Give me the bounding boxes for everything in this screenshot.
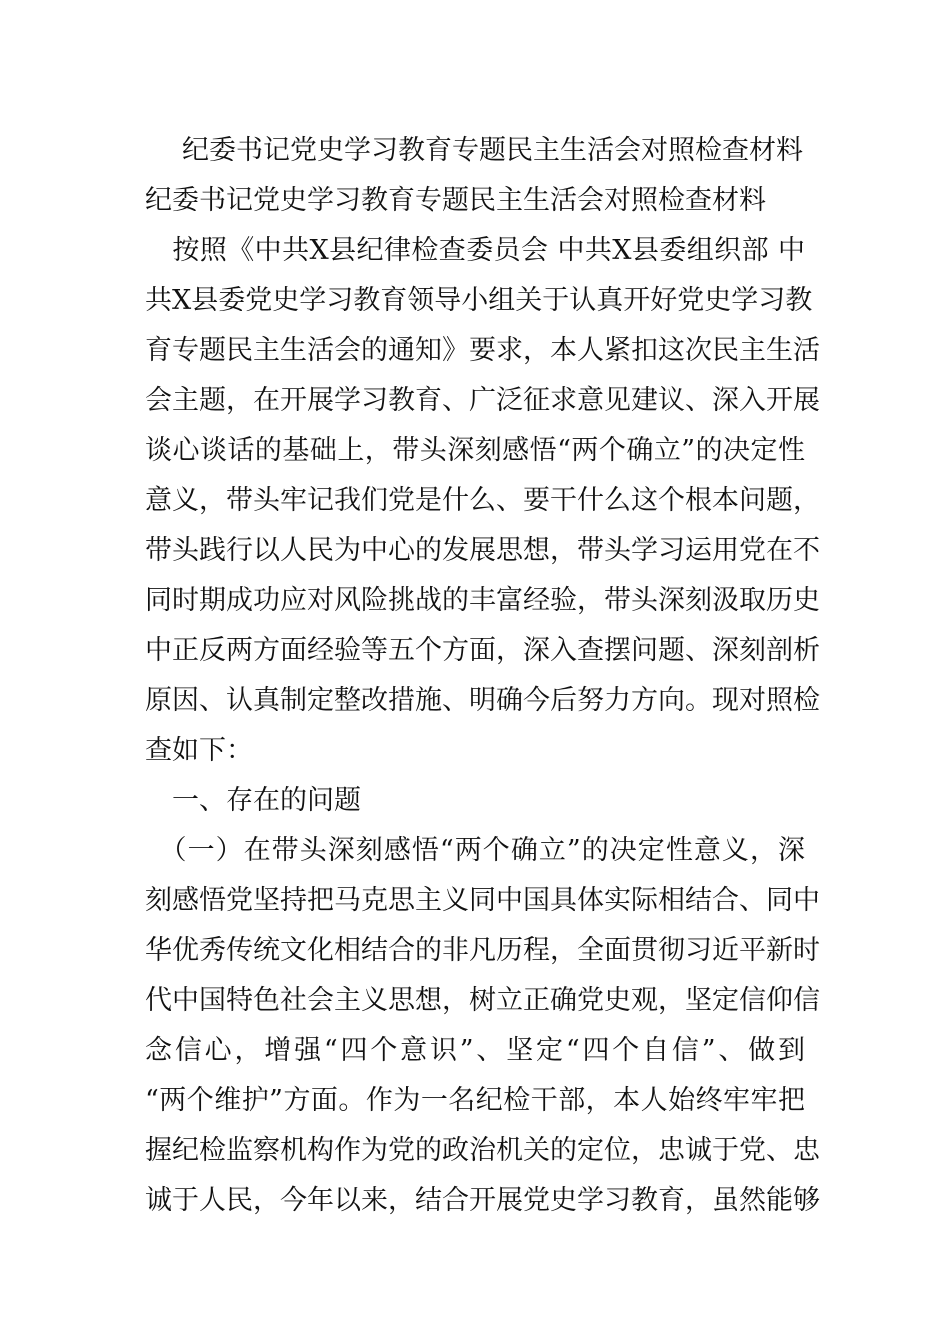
section-line: （一）在带头深刻感悟“两个确立”的决定性意义，深 <box>145 835 805 866</box>
intro-line: 查如下： <box>145 735 253 766</box>
section-line: 刻感悟党坚持把马克思主义同中国具体实际相结合、同中 <box>145 885 820 916</box>
document-title: 纪委书记党史学习教育专题民主生活会对照检查材料 <box>182 135 803 166</box>
intro-line: 带头践行以人民为中心的发展思想，带头学习运用党在不 <box>145 535 820 566</box>
intro-line: 会主题，在开展学习教育、广泛征求意见建议、深入开展 <box>145 385 820 416</box>
intro-line: 谈心谈话的基础上，带头深刻感悟“两个确立”的决定性 <box>145 435 805 466</box>
intro-line: 按照《中共X县纪律检查委员会 中共X县委组织部 中 <box>145 235 805 266</box>
section-line: 念信心，增强“四个意识”、坚定“四个自信”、做到 <box>145 1035 805 1066</box>
section-line: 诚于人民，今年以来，结合开展党史学习教育，虽然能够 <box>145 1185 820 1216</box>
section-line: “两个维护”方面。作为一名纪检干部，本人始终牢牢把 <box>145 1085 805 1116</box>
intro-line: 同时期成功应对风险挑战的丰富经验，带头深刻汲取历史 <box>145 585 820 616</box>
intro-line: 育专题民主生活会的通知》要求，本人紧扣这次民主生活 <box>145 335 820 366</box>
section-line: 华优秀传统文化相结合的非凡历程，全面贯彻习近平新时 <box>145 935 820 966</box>
section-heading: 一、存在的问题 <box>145 785 361 816</box>
intro-line: 共X县委党史学习教育领导小组关于认真开好党史学习教 <box>145 285 813 316</box>
intro-line: 原因、认真制定整改措施、明确今后努力方向。现对照检 <box>145 685 820 716</box>
intro-line: 意义，带头牢记我们党是什么、要干什么这个根本问题， <box>145 485 820 516</box>
intro-line: 中正反两方面经验等五个方面，深入查摆问题、深刻剖析 <box>145 635 820 666</box>
document-title-repeat: 纪委书记党史学习教育专题民主生活会对照检查材料 <box>145 185 766 216</box>
section-line: 握纪检监察机构作为党的政治机关的定位，忠诚于党、忠 <box>145 1135 820 1166</box>
section-line: 代中国特色社会主义思想，树立正确党史观，坚定信仰信 <box>145 985 820 1016</box>
